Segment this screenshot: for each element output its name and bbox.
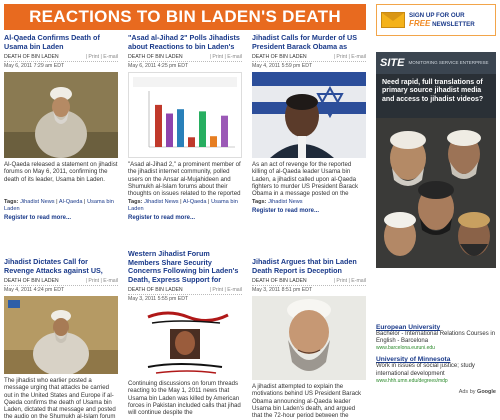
article-thumbnail[interactable]: [252, 296, 366, 380]
ad-description: Bachelor - International Relations Courses in English - Barcelona: [376, 331, 496, 345]
print-email-links[interactable]: | Print | E-mail: [333, 54, 366, 60]
tags-label: Tags:: [252, 199, 267, 205]
article-card: [252, 34, 366, 214]
poll-bar: [199, 111, 206, 147]
ad-title[interactable]: European University: [376, 324, 441, 331]
article-date: May 6, 2011 7:29 am EDT: [4, 63, 65, 69]
text-ad[interactable]: [376, 356, 496, 383]
article-card: [128, 34, 242, 221]
poll-bar: [166, 114, 173, 147]
newsletter-line1: SIGN UP FOR OUR: [409, 11, 465, 19]
article-source: DEATH OF BIN LADEN: [128, 287, 183, 293]
ad-url[interactable]: www.barcelona.euruni.edu: [376, 345, 435, 352]
site-ad-copy: Need rapid, full translations of primary source jihadist media and access to jihadist videos?: [382, 79, 484, 103]
tags-label: Tags:: [128, 199, 143, 205]
ads-by-google[interactable]: [376, 389, 496, 395]
tag-link[interactable]: Al-Qaeda: [58, 199, 83, 205]
text-ads: [376, 324, 496, 395]
faces-collage-image: [376, 118, 496, 268]
article-date: May 3, 2011 8:51 pm EDT: [252, 287, 313, 293]
article-source: DEATH OF BIN LADEN: [252, 278, 307, 284]
article-date: May 6, 2011 4:25 pm EDT: [128, 63, 189, 69]
article-thumbnail[interactable]: [128, 72, 242, 158]
article-thumbnail[interactable]: [4, 72, 118, 158]
article-source: DEATH OF BIN LADEN: [4, 54, 59, 60]
register-link[interactable]: Register to read more...: [252, 208, 320, 214]
article-excerpt: A jihadist attempted to explain the motivations behind US President Barack Obama announcing al-Qaeda leader Usama bin Laden's death, and argued that the 72-hour period between the: [252, 383, 362, 419]
article-excerpt: "Asad al-Jihad 2," a prominent member of the jihadist internet community, polled users on the Ansar al-Mujahideen and Shumukh al-Islam forums about their thoughts on issues related to the reported: [128, 161, 241, 197]
article-source: DEATH OF BIN LADEN: [128, 54, 183, 60]
article-source: DEATH OF BIN LADEN: [4, 278, 59, 284]
site-subtitle: MONITORING SERVICE ENTERPRISE: [408, 60, 489, 66]
text-ad[interactable]: [376, 324, 496, 351]
tag-link[interactable]: Jihadist News: [20, 199, 55, 205]
article-card: [252, 258, 366, 419]
article-title-link[interactable]: "Asad al-Jihad 2" Polls Jihadists about Reactions to bin Laden's: [128, 34, 240, 51]
article-card: [4, 34, 118, 221]
envelope-icon: [381, 12, 405, 28]
article-tags: Tags: Jihadist News | Al-Qaeda | Usama bin Laden: [4, 199, 114, 212]
article-date: May 4, 2011 5:59 pm EDT: [252, 63, 313, 69]
ads-by-label: Ads by: [458, 388, 476, 395]
article-date: May 3, 2011 5:55 pm EDT: [128, 296, 189, 302]
poll-bar: [188, 137, 195, 147]
site-logo: SITE: [380, 57, 405, 69]
google-brand: Google: [477, 388, 496, 395]
tags-label: Tags:: [4, 199, 19, 205]
article-thumbnail[interactable]: [128, 305, 242, 377]
register-link[interactable]: Register to read more...: [128, 215, 196, 221]
ad-url[interactable]: www.hhh.umn.edu/degrees/mdp: [376, 377, 448, 384]
ad-description: Work in issues of social justice; study international development: [376, 363, 475, 377]
article-thumbnail[interactable]: [4, 296, 118, 374]
print-email-links[interactable]: | Print | E-mail: [333, 278, 366, 284]
tag-link[interactable]: Usama bin Laden: [128, 199, 238, 212]
article-excerpt: As an act of revenge for the reported killing of al-Qaeda leader Usama bin Laden, a jihadist called upon al-Qaeda fighters to murder US President Barack Obama in a message posted on the: [252, 161, 359, 197]
article-title-link[interactable]: Western Jihadist Forum Members Share Security Concerns Following bin Laden's Death, Express Support for: [128, 250, 239, 284]
site-intelligence-ad[interactable]: [376, 52, 496, 268]
poll-bar: [210, 136, 217, 147]
article-excerpt: Al-Qaeda released a statement on jihadist forums on May 6, 2011, confirming the death of its leader, Usama bin Laden.: [4, 161, 118, 183]
article-tags: [252, 199, 366, 206]
tag-link[interactable]: Usama bin Laden: [4, 199, 114, 212]
print-email-links[interactable]: | Print | E-mail: [85, 278, 118, 284]
article-title-link[interactable]: Al-Qaeda Confirms Death of Usama bin Laden: [4, 34, 100, 51]
newsletter-signup-banner[interactable]: [376, 4, 496, 36]
page-banner: [4, 4, 366, 30]
article-card: [4, 258, 118, 420]
tag-link[interactable]: Al-Qaeda: [182, 199, 207, 205]
poll-bar: [177, 109, 184, 147]
print-email-links[interactable]: | Print | E-mail: [209, 54, 242, 60]
sidebar: [376, 4, 496, 395]
newsletter-free: FREE: [409, 18, 431, 28]
article-tags: Tags: Jihadist News | Al-Qaeda | Usama bin Laden: [128, 199, 238, 212]
ad-title[interactable]: University of Minnesota: [376, 356, 451, 364]
poll-bar: [221, 116, 228, 147]
article-card: [128, 250, 242, 418]
articles-grid: [4, 34, 366, 420]
article-thumbnail[interactable]: [252, 72, 366, 158]
article-date: May 4, 2011 4:24 pm EDT: [4, 287, 65, 293]
article-source: DEATH OF BIN LADEN: [252, 54, 307, 60]
tag-link[interactable]: Jihadist News: [144, 199, 179, 205]
article-excerpt: The jihadist who earlier posted a message urging that attacks be carried out in the United States and Europe if al-Qaeda confirms the death of Usama bin Laden, dictated that message and posted the audio on the Shumukh al-Islam forum: [4, 377, 116, 420]
article-title-link[interactable]: Jihadist Argues that bin Laden Death Report is Deception: [252, 258, 357, 275]
article-excerpt: Continuing discussions on forum threads reacting to the May 1, 2011 news that Usama bin Laden was killed by American forces in Pakistan included calls that jihad will continue despite the: [128, 380, 241, 417]
poll-bar: [155, 105, 162, 147]
article-title-link[interactable]: Jihadist Calls for Murder of US President Barack Obama as: [252, 34, 358, 51]
banner-title: REACTIONS TO BIN LADEN'S DEATH: [29, 7, 341, 26]
print-email-links[interactable]: | Print | E-mail: [209, 287, 242, 293]
poll-chart-image: [129, 73, 241, 157]
tag-link[interactable]: Jihadist News: [268, 199, 303, 205]
print-email-links[interactable]: | Print | E-mail: [85, 54, 118, 60]
article-title-link[interactable]: Jihadist Dictates Call for Revenge Attacks against US,: [4, 258, 103, 275]
newsletter-line2: NEWSLETTER: [432, 20, 475, 28]
register-link[interactable]: Register to read more...: [4, 215, 72, 221]
